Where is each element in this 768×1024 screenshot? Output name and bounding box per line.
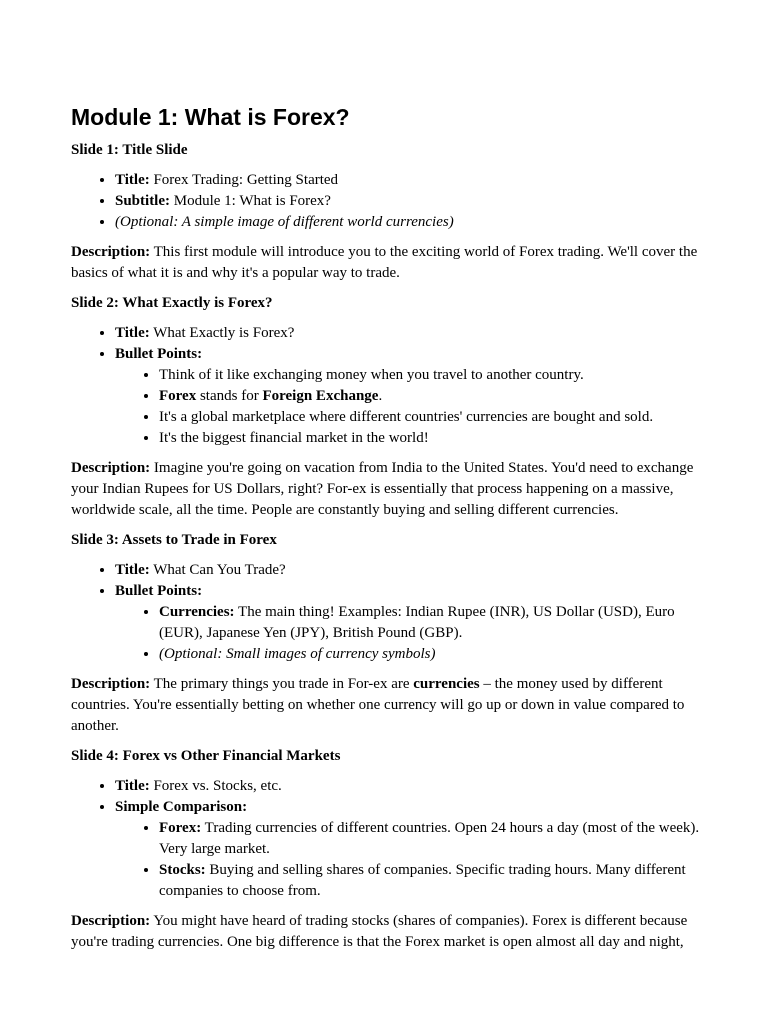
slide-1-optional-note: (Optional: A simple image of different world currencies) xyxy=(115,214,454,230)
forex-label: Forex: xyxy=(159,820,202,836)
list-item xyxy=(159,602,701,644)
bullet-points-label: Bullet Points: xyxy=(115,583,203,599)
stocks-text: Buying and selling shares of companies. Specific trading hours. Many different companies to choose from. xyxy=(159,862,686,899)
slide-3-optional-note: (Optional: Small images of currency symbols) xyxy=(159,646,436,662)
list-item xyxy=(115,776,701,797)
list-item xyxy=(115,212,701,233)
slide-3-heading: Slide 3: Assets to Trade in Forex xyxy=(71,532,277,548)
list-item xyxy=(115,191,701,212)
description-label: Description: xyxy=(71,244,151,260)
description-label: Description: xyxy=(71,676,151,692)
slide-3-title-value: What Can You Trade? xyxy=(149,562,286,578)
bullet-points-label: Bullet Points: xyxy=(115,346,203,362)
title-label: Title: xyxy=(115,778,150,794)
bullet-text: . xyxy=(378,388,383,404)
slide-4-heading: Slide 4: Forex vs Other Financial Markets xyxy=(71,748,341,764)
currencies-label: Currencies: xyxy=(159,604,235,620)
description-label: Description: xyxy=(71,913,151,929)
list-item xyxy=(159,386,701,407)
description-label: Description: xyxy=(71,460,151,476)
list-item: • It's the biggest financial market in the world! xyxy=(159,428,701,449)
slide-2-sublist xyxy=(115,365,701,449)
slide-3-list xyxy=(71,560,701,665)
list-item: • Think of it like exchanging money when you travel to another country. xyxy=(159,365,701,386)
slide-4-sublist xyxy=(115,818,701,902)
list-item xyxy=(115,344,701,449)
forex-text: Trading currencies of different countries. Open 24 hours a day (most of the week). Very large market. xyxy=(159,820,700,857)
list-item: • It's a global marketplace where different countries' currencies are bought and sold. xyxy=(159,407,701,428)
list-item xyxy=(115,323,701,344)
currencies-text: The main thing! Examples: Indian Rupee (INR), US Dollar (USD), Euro (EUR), Japanese Yen (JPY), British Pound (GBP). xyxy=(159,604,675,641)
subtitle-label: Subtitle: xyxy=(115,193,171,209)
stocks-label: Stocks: xyxy=(159,862,206,878)
slide-3-description xyxy=(71,674,701,737)
list-item xyxy=(115,581,701,665)
slide-4-description xyxy=(71,911,701,953)
slide-2-description-text: Imagine you're going on vacation from India to the United States. You'd need to exchange your Indian Rupees for US Dollars, right? For-ex is essentially that process happening on a massive, worldwide scale, all the time. People are constantly buying and selling different currencies. xyxy=(71,460,694,518)
slide-2-heading: Slide 2: What Exactly is Forex? xyxy=(71,295,273,311)
slide-4-title-value: Forex vs. Stocks, etc. xyxy=(149,778,282,794)
document-page xyxy=(71,102,701,962)
slide-2-description xyxy=(71,458,701,521)
slide-1-title-value: Forex Trading: Getting Started xyxy=(149,172,339,188)
currencies-term: currencies xyxy=(413,676,480,692)
title-label: Title: xyxy=(115,325,150,341)
foreign-exchange-term: Foreign Exchange xyxy=(262,388,379,404)
list-item xyxy=(159,860,701,902)
slide-2-title-value: What Exactly is Forex? xyxy=(149,325,295,341)
title-label: Title: xyxy=(115,172,150,188)
module-title: Module 1: What is Forex? xyxy=(71,104,350,130)
slide-1-subtitle-value: Module 1: What is Forex? xyxy=(170,193,331,209)
slide-4-description-text: You might have heard of trading stocks (shares of companies). Forex is different because you're trading currencies. One big difference is that the Forex market is open almost all day and night, xyxy=(71,913,688,950)
forex-term: Forex xyxy=(159,388,197,404)
list-item xyxy=(115,560,701,581)
slide-2-list xyxy=(71,323,701,449)
bullet-text: stands for xyxy=(196,388,263,404)
simple-comparison-label: Simple Comparison: xyxy=(115,799,248,815)
slide-3-sublist xyxy=(115,602,701,665)
slide-3-description-text: – the money used by different countries. You're essentially betting on whether one currency will go up or down in value compared to another. xyxy=(71,676,685,734)
list-item xyxy=(159,818,701,860)
slide-1-description xyxy=(71,242,701,284)
list-item xyxy=(159,644,701,665)
slide-1-list xyxy=(71,170,701,233)
slide-3-description-text: The primary things you trade in For-ex are xyxy=(150,676,414,692)
list-item xyxy=(115,170,701,191)
slide-1-description-text: This first module will introduce you to the exciting world of Forex trading. We'll cover the basics of what it is and why it's a popular way to trade. xyxy=(71,244,698,281)
slide-1-heading: Slide 1: Title Slide xyxy=(71,142,188,158)
title-label: Title: xyxy=(115,562,150,578)
slide-4-list xyxy=(71,776,701,902)
list-item xyxy=(115,797,701,902)
